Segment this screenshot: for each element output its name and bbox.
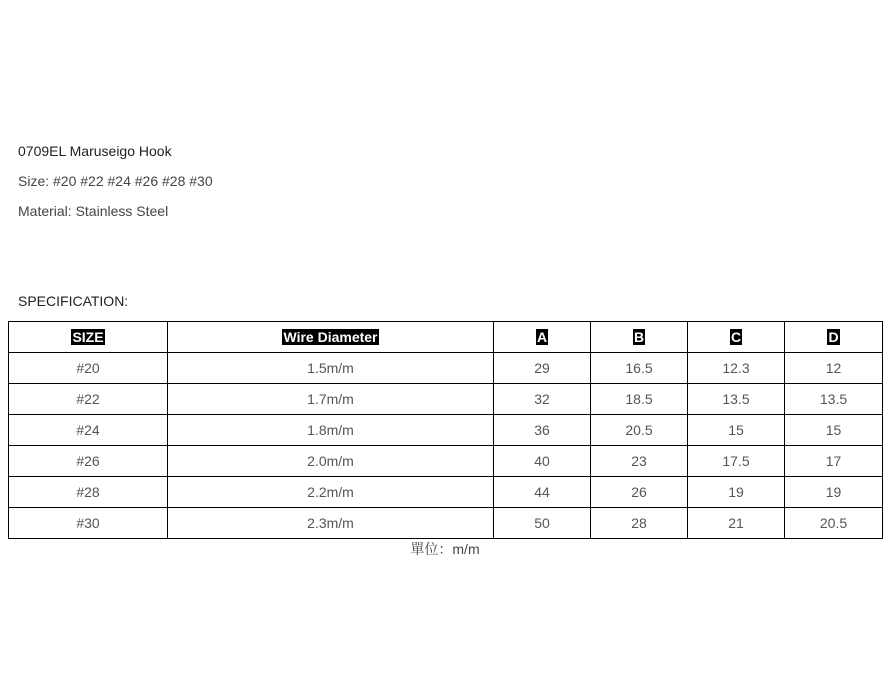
material-line: Material: Stainless Steel: [18, 203, 169, 219]
cell-size: #24: [9, 415, 168, 446]
table-row: [9, 384, 883, 415]
column-header-d: [785, 322, 883, 353]
table-row: [9, 477, 883, 508]
specification-table: [8, 321, 883, 539]
column-header-label: A: [536, 329, 548, 345]
cell-a: 36: [494, 415, 591, 446]
cell-wire-diameter: 2.2m/m: [168, 477, 494, 508]
cell-b: 20.5: [591, 415, 688, 446]
cell-c: 15: [688, 415, 785, 446]
table-header-row: [9, 322, 883, 353]
cell-d: 15: [785, 415, 883, 446]
cell-a: 29: [494, 353, 591, 384]
cell-wire-diameter: 1.7m/m: [168, 384, 494, 415]
table-row: [9, 508, 883, 539]
cell-wire-diameter: 2.3m/m: [168, 508, 494, 539]
column-header-size: [9, 322, 168, 353]
cell-d: 20.5: [785, 508, 883, 539]
column-header-label: C: [730, 329, 742, 345]
table-row: [9, 415, 883, 446]
cell-size: #26: [9, 446, 168, 477]
cell-a: 32: [494, 384, 591, 415]
cell-c: 13.5: [688, 384, 785, 415]
cell-size: #20: [9, 353, 168, 384]
cell-d: 19: [785, 477, 883, 508]
product-title: 0709EL Maruseigo Hook: [18, 143, 172, 159]
cell-d: 17: [785, 446, 883, 477]
table-row: [9, 446, 883, 477]
cell-b: 26: [591, 477, 688, 508]
column-header-label: D: [828, 329, 839, 345]
unit-note: 單位：m/m: [410, 541, 480, 557]
cell-c: 12.3: [688, 353, 785, 384]
cell-b: 23: [591, 446, 688, 477]
cell-b: 18.5: [591, 384, 688, 415]
cell-a: 40: [494, 446, 591, 477]
cell-size: #28: [9, 477, 168, 508]
cell-size: #22: [9, 384, 168, 415]
column-header-label: SIZE: [72, 329, 104, 345]
cell-wire-diameter: 1.5m/m: [168, 353, 494, 384]
cell-d: 13.5: [785, 384, 883, 415]
cell-c: 19: [688, 477, 785, 508]
cell-wire-diameter: 1.8m/m: [168, 415, 494, 446]
cell-d: 12: [785, 353, 883, 384]
column-header-wire-diameter: [168, 322, 494, 353]
table-row: [9, 353, 883, 384]
column-header-label: B: [633, 329, 645, 345]
column-header-c: [688, 322, 785, 353]
cell-size: #30: [9, 508, 168, 539]
cell-a: 44: [494, 477, 591, 508]
cell-a: 50: [494, 508, 591, 539]
column-header-b: [591, 322, 688, 353]
cell-b: 16.5: [591, 353, 688, 384]
cell-b: 28: [591, 508, 688, 539]
cell-wire-diameter: 2.0m/m: [168, 446, 494, 477]
specification-heading: SPECIFICATION:: [18, 293, 129, 309]
column-header-label: Wire Diameter: [283, 329, 378, 345]
cell-c: 17.5: [688, 446, 785, 477]
size-line: Size: #20 #22 #24 #26 #28 #30: [18, 173, 213, 189]
cell-c: 21: [688, 508, 785, 539]
column-header-a: [494, 322, 591, 353]
